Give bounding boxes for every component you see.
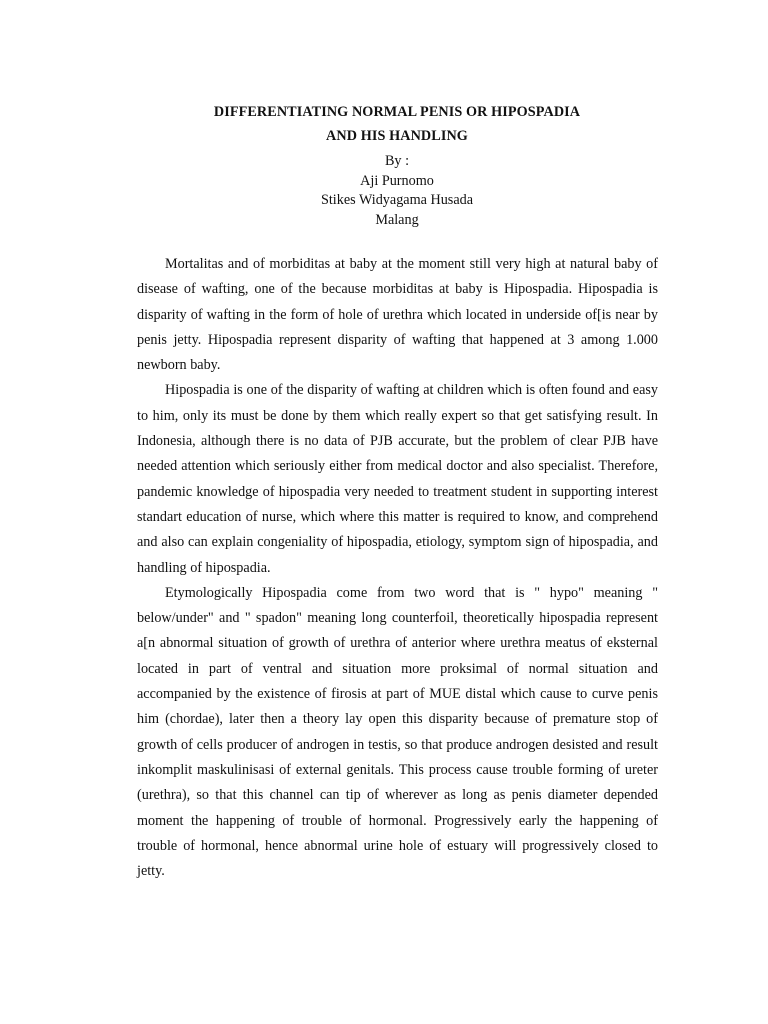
author-name: Aji Purnomo: [360, 172, 434, 189]
document-body: [137, 252, 658, 884]
document-title-line-1: DIFFERENTIATING NORMAL PENIS OR HIPOSPADIA: [213, 104, 581, 120]
by-label: By :: [384, 153, 410, 169]
document-title-line-2: AND HIS HANDLING: [326, 128, 468, 144]
city-name: Malang: [375, 211, 419, 228]
author-block: [0, 152, 768, 230]
body-paragraph-2: Hipospadia is one of the disparity of wafting at children which is often found and easy to him, only its must be done by them which really expert so that get satisfying result. In Indonesia, although there is no data of PJB accurate, but the problem of clear PJB have needed attention which seriously either from medical doctor and also specialist. Therefore, pandemic knowledge of hipospadia very needed to treatment student in supporting interest standart education of nurse, which where this matter is required to know, and comprehend and also can explain congeniality of hipospadia, etiology, symptom sign of hipospadia, and handling of hipospadia.: [137, 382, 658, 576]
institution-name: Stikes Widyagama Husada: [320, 192, 474, 208]
body-paragraph-3: Etymologically Hipospadia come from two word that is " hypo" meaning " below/under" and " spadon" meaning long counterfoil, theoretically hipospadia represent a[n abnormal situation of growth of urethra of anterior where urethra meatus of eksternal located in part of ventral and situation more proksimal of normal situation and accompanied by the existence of firosis at part of MUE distal which cause to curve penis him (chordae), later then a theory lay open this disparity because of premature stop of growth of cells producer of androgen in testis, so that produce androgen desisted and result inkomplit maskulinisasi of external genitals. This process cause trouble forming of ureter (urethra), so that this channel can tip of wherever as long as penis diameter depended moment the happening of trouble of hormonal. Progressively early the happening of trouble of hormonal, hence abnormal urine hole of estuary will progressively closed to jetty.: [137, 584, 658, 880]
title-block: [0, 100, 768, 148]
body-paragraph-1: Mortalitas and of morbiditas at baby at the moment still very high at natural baby of disease of wafting, one of the because morbiditas at baby is Hipospadia. Hipospadia is disparity of wafting in the form of hole of urethra which located in underside of[is near by penis jetty. Hipospadia represent disparity of wafting that happened at 3 among 1.000 newborn baby.: [137, 256, 658, 374]
